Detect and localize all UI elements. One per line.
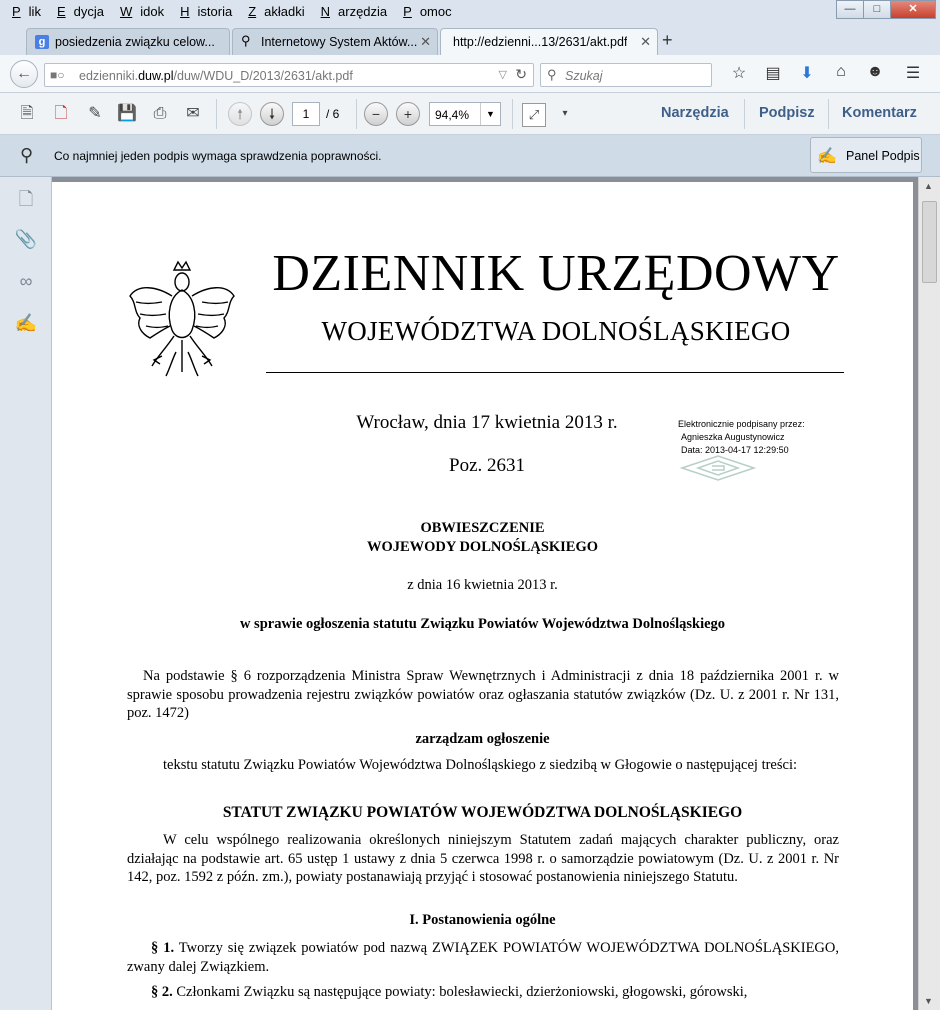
menu-item-label: lik [28,4,41,19]
paragraph-1-number: § 1. [151,940,175,956]
page-thumbnails-icon[interactable]: 🗋 [18,189,34,209]
page-total: / 6 [326,107,340,121]
chevron-down-icon[interactable]: ▼ [480,103,500,125]
zoom-in-icon[interactable]: + [396,102,420,126]
signer-name: Agnieszka Augustynowicz [681,432,785,442]
menu-bar [0,0,940,24]
pdf-page [52,182,913,1010]
menu-item-label: istoria [197,4,233,19]
url-text: edzienniki.duw.pl/duw/WDU_D/2013/2631/akt.pdf [79,69,353,83]
vertical-scrollbar[interactable] [918,177,940,1010]
navigation-pane [0,177,52,1010]
signature-date: Data: 2013-04-17 12:29:50 [681,445,789,455]
menu-item[interactable] [172,4,240,19]
signature-label: Elektronicznie podpisany przez: [678,419,805,429]
close-tab-icon[interactable]: ✕ [640,34,651,49]
print-icon[interactable]: ⎙ [153,105,167,122]
download-arrow-icon[interactable]: ⬇ [800,65,814,82]
home-icon[interactable]: ⌂ [836,63,846,80]
tab-posiedzenia[interactable] [26,28,230,55]
menu-item-accesskey: H [180,4,190,19]
menu-item-accesskey: P [403,4,412,19]
page-identity-icon: ■○ [50,68,65,82]
paragraph-2-text: Członkami Związku są następujące powiaty: bolesławiecki, dzierżoniowski, głogowski, górowski, [176,984,748,1000]
close-tab-icon[interactable]: ✕ [420,34,431,49]
zoom-value: 94,4% [435,108,470,122]
paragraph-2-number: § 2. [151,984,173,1000]
url-bar[interactable] [44,63,534,87]
menu-item-label: arzędzia [338,4,388,19]
email-icon[interactable]: ✉ [186,105,200,122]
notice-title-line1: OBWIESZCZENIE [420,520,545,536]
minimize-icon[interactable]: — [836,0,864,19]
masthead-rule [266,372,844,373]
menu-item-label: idok [140,4,165,19]
menu-item-label: akładki [264,4,305,19]
attachments-paperclip-icon[interactable]: 📎 [14,229,38,249]
menu-item-accesskey: W [119,4,133,19]
paragraph-1-text: Tworzy się związek powiatów pod nazwą ZWIĄZEK POWIATÓW WOJEWÓDZTWA DOLNOŚLĄSKIEGO, zwany dalej Związkiem. [127,940,839,975]
signature-validity-stamp-icon [678,454,756,482]
bookmark-star-icon[interactable]: ☆ [731,65,747,82]
signature-message: Co najmniej jeden podpis wymaga sprawdzenia poprawności. [54,149,382,163]
search-placeholder: Szukaj [565,69,603,83]
back-arrow-icon[interactable]: ← [10,60,38,88]
window-controls [837,0,936,19]
edit-pdf-icon[interactable]: ✎ [88,105,102,122]
reading-list-icon[interactable]: ▤ [765,65,781,82]
preamble-paragraph: W celu wspólnego realizowania określonych niniejszym Statutem zadań mających charakter publiczny, oraz działając na podstawie art. 65 ustęp 1 ustawy z dnia 5 czerwca 1998 r. o samorządzie powiatowym (Dz. U. z 2001 r. Nr 142, poz. 1592 z późn. zm.), powiaty postanawiają przyjąć i stosować postanowienia niniejszego Statutu. [127,832,839,885]
signature-warning-icon: ⚲ [20,145,34,165]
legal-basis-paragraph: Na podstawie § 6 rozporządzenia Ministra Spraw Wewnętrznych i Administracji z dnia 18 października 2001 r. w sprawie sposobu prowadzenia rejestru związków powiatów oraz ogłaszania statutów związków (Dz. U. z 2001 r. Nr 131, poz. 1472) [127,668,839,721]
menu-item-accesskey: E [56,4,66,19]
fit-page-icon[interactable]: ⤢ [522,103,546,127]
create-pdf-icon[interactable]: 🗎 [20,105,34,122]
paragraph-2 [127,983,839,1002]
tab-label: http://edzienni...13/2631/akt.pdf [453,35,628,49]
sign-button[interactable]: Podpisz [759,105,815,121]
menu-item-accesskey: P [12,4,21,19]
section-heading: I. Postanowienia ogólne [409,912,556,928]
order-paragraph: tekstu statutu Związku Powiatów Województwa Dolnośląskiego z siedzibą w Głogowie o następującej treści: [163,757,797,773]
signature-notice-bar [0,135,940,177]
place-date: Wrocław, dnia 17 kwietnia 2013 r. [356,412,618,433]
toolbar-overflow-icon[interactable]: ▾ [562,108,568,119]
notice-date: z dnia 16 kwietnia 2013 r. [407,577,558,593]
menu-item-accesskey: Z [248,4,257,19]
notice-title [52,519,913,557]
tools-button[interactable]: Narzędzia [661,105,729,121]
scroll-down-icon[interactable]: ▼ [924,996,933,1006]
signatures-pen-icon[interactable]: ✍ [14,313,38,333]
order-heading: zarządzam ogłoszenie [415,731,550,747]
zoom-select[interactable] [429,102,501,126]
pen-signature-icon: ✍ [817,148,837,165]
electronic-signature-block[interactable] [678,418,838,457]
export-pdf-icon[interactable]: 🗋 [54,105,68,122]
search-box[interactable] [540,63,712,87]
menu-item[interactable] [4,4,49,19]
save-icon[interactable]: 💾 [117,105,137,122]
notice-subject: w sprawie ogłoszenia statutu Związku Powiatów Województwa Dolnośląskiego [239,616,726,632]
new-tab-icon[interactable]: + [662,30,673,50]
signature-panel-button[interactable] [810,137,922,173]
search-page-icon: ⚲ [241,33,251,48]
zoom-out-icon[interactable]: − [364,102,388,126]
menu-item-label: dycja [73,4,104,19]
pdf-toolbar [0,93,940,135]
tab-bar [0,24,940,55]
menu-item-accesskey: N [320,4,331,19]
notice-title-line2: WOJEWODY DOLNOŚLĄSKIEGO [366,539,599,555]
nav-icons [722,63,930,83]
polish-eagle-emblem [126,256,238,380]
statute-title: STATUT ZWIĄZKU POWIATÓW WOJEWÓDZTWA DOLNOŚLĄSKIEGO [222,804,743,821]
page-number-input[interactable]: 1 [292,102,320,126]
reload-icon[interactable]: ↻ [515,66,527,82]
binoculars-icon[interactable]: ∞ [19,271,33,291]
scroll-thumb[interactable] [922,201,937,283]
position-number: Poz. 2631 [449,455,525,476]
menu-item[interactable] [112,4,172,19]
smiley-icon[interactable]: ☻ [866,63,884,80]
close-window-icon[interactable]: ✕ [890,0,936,19]
masthead-title: DZIENNIK URZĘDOWY [272,245,840,302]
menu-item[interactable] [49,4,112,19]
masthead-subtitle: WOJEWÓDZTWA DOLNOŚLĄSKIEGO [321,316,791,346]
menu-items [4,4,460,19]
menu-item[interactable] [313,4,396,19]
navigation-bar [0,55,940,93]
paragraph-1 [127,939,839,976]
maximize-icon[interactable]: □ [863,0,891,19]
tab-pdf[interactable] [440,28,658,56]
tab-label: posiedzenia związku celow... [55,35,215,49]
signature-panel-label: Panel Podpis [846,149,920,163]
document-viewport[interactable] [52,177,918,1010]
comment-button[interactable]: Komentarz [842,105,917,121]
menu-item[interactable] [395,4,459,19]
hamburger-menu-icon[interactable]: ☰ [905,65,921,82]
menu-item[interactable] [240,4,312,19]
url-dropdown-icon[interactable]: ▽ [498,69,507,81]
next-page-icon[interactable]: 🠗 [260,102,284,126]
search-icon: ⚲ [547,67,557,82]
tab-label: Internetowy System Aktów... [261,35,418,49]
previous-page-icon[interactable]: 🠕 [228,102,252,126]
tab-isap[interactable] [232,28,438,55]
scroll-up-icon[interactable]: ▲ [924,181,933,191]
google-icon: g [35,35,49,49]
menu-item-label: omoc [419,4,452,19]
